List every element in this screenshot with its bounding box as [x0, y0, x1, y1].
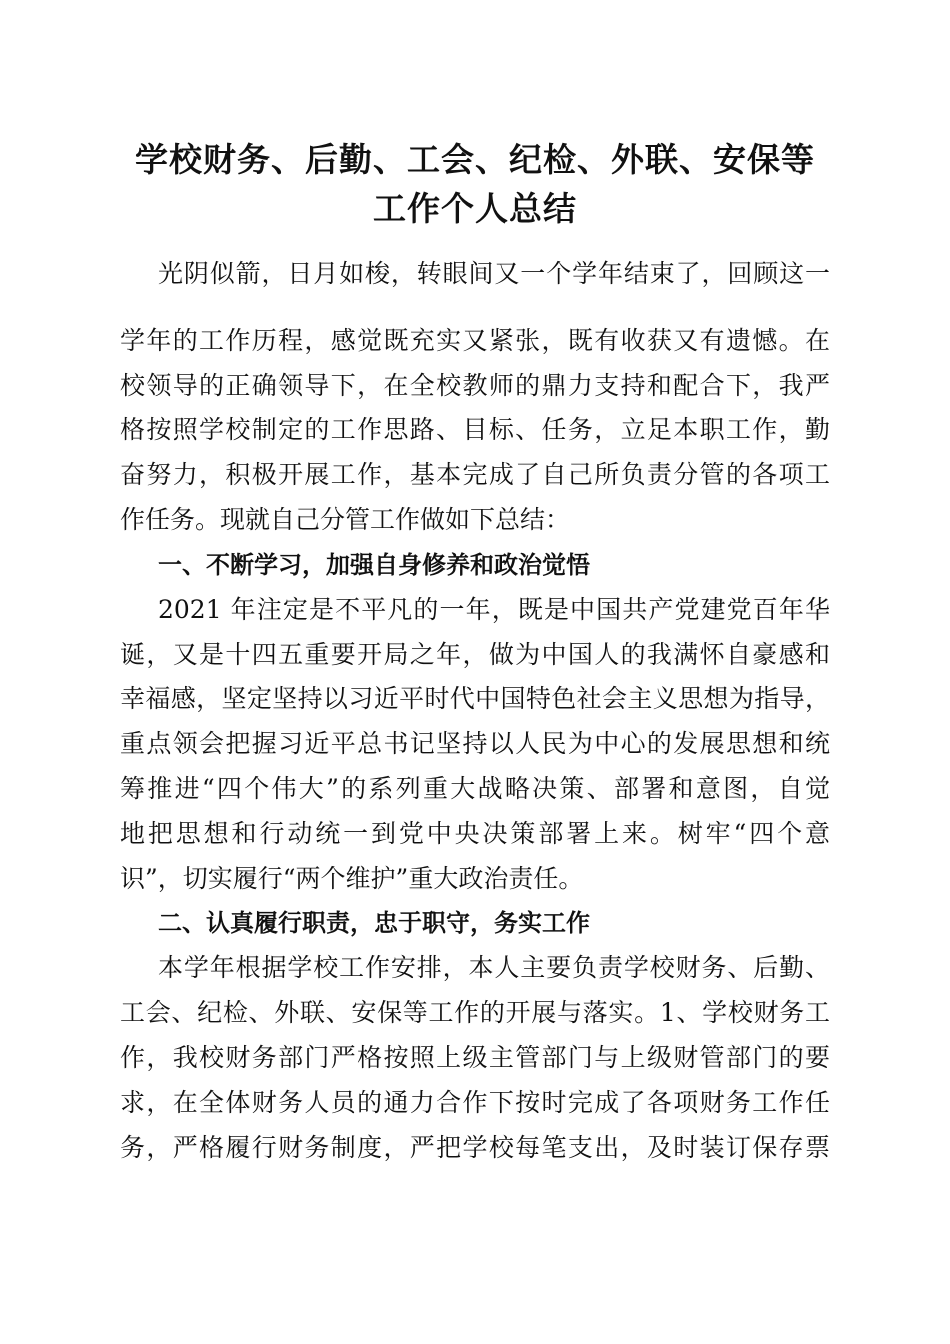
paragraph-line: 工会、纪检、外联、安保等工作的开展与落实。1、学校财务工	[120, 998, 830, 1027]
paragraph-line: 幸福感，坚定坚持以习近平时代中国特色社会主义思想为指导，	[120, 684, 830, 713]
section-heading-1: 一、不断学习，加强自身修养和政治觉悟	[158, 551, 590, 579]
document-title-line-2: 工作个人总结	[373, 189, 577, 228]
paragraph-line: 识”，切实履行“两个维护”重大政治责任。	[120, 864, 584, 893]
paragraph-line: 光阴似箭，日月如梭，转眼间又一个学年结束了，回顾这一	[158, 259, 830, 288]
section-heading-2: 二、认真履行职责，忠于职守，务实工作	[158, 909, 590, 937]
paragraph-line: 学年的工作历程，感觉既充实又紧张，既有收获又有遗憾。在	[120, 326, 830, 355]
paragraph-line: 格按照学校制定的工作思路、目标、任务，立足本职工作，勤	[120, 415, 830, 444]
paragraph-line: 校领导的正确领导下，在全校教师的鼎力支持和配合下，我严	[120, 371, 830, 400]
paragraph-line: 诞，又是十四五重要开局之年，做为中国人的我满怀自豪感和	[120, 640, 830, 669]
paragraph-line: 求，在全体财务人员的通力合作下按时完成了各项财务工作任	[120, 1088, 830, 1117]
paragraph-line: 重点领会把握习近平总书记坚持以人民为中心的发展思想和统	[120, 729, 830, 758]
paragraph-line: 作任务。现就自己分管工作做如下总结：	[120, 505, 571, 534]
paragraph-line: 筹推进“四个伟大”的系列重大战略决策、部署和意图，自觉	[120, 774, 830, 803]
paragraph-line: 地把思想和行动统一到党中央决策部署上来。树牢“四个意	[120, 819, 830, 848]
document-title-line-1: 学校财务、后勤、工会、纪检、外联、安保等	[135, 140, 815, 179]
paragraph-line: 奋努力，积极开展工作，基本完成了自己所负责分管的各项工	[120, 460, 830, 489]
paragraph-line: 务，严格履行财务制度，严把学校每笔支出，及时装订保存票	[120, 1133, 830, 1162]
paragraph-line: 2021 年注定是不平凡的一年，既是中国共产党建党百年华	[158, 595, 830, 624]
paragraph-line: 本学年根据学校工作安排，本人主要负责学校财务、后勤、	[158, 953, 830, 982]
paragraph-line: 作，我校财务部门严格按照上级主管部门与上级财管部门的要	[120, 1043, 830, 1072]
